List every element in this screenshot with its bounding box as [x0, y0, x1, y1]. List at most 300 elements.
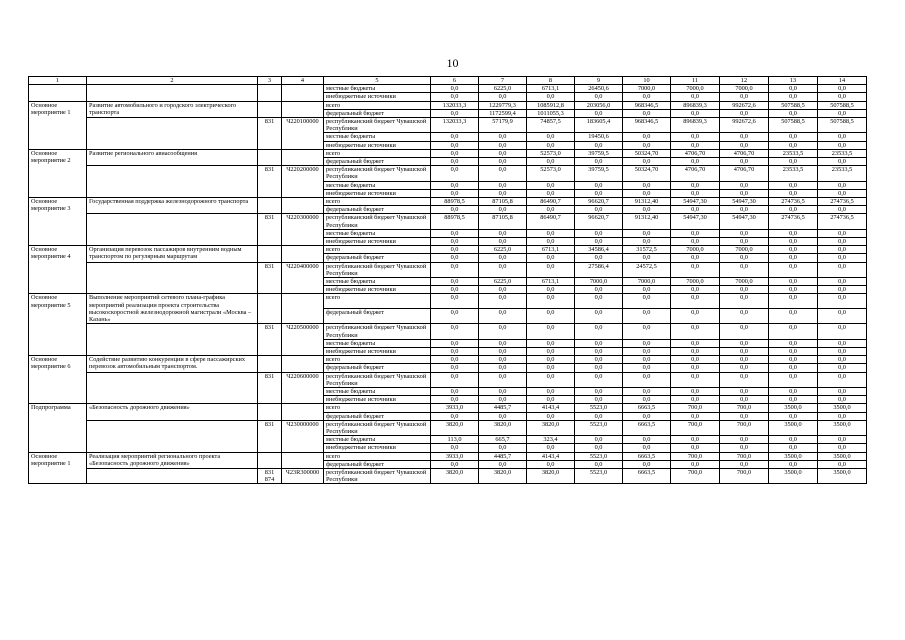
value-cell: 0,0: [623, 238, 671, 246]
source-cell: местные бюджеты: [324, 278, 431, 286]
value-cell: 0,0: [720, 460, 769, 468]
value-cell: 700,0: [671, 452, 720, 460]
value-cell: 0,0: [671, 364, 720, 372]
value-cell: 0,0: [623, 436, 671, 444]
value-cell: 0,0: [671, 133, 720, 141]
value-cell: 3500,0: [769, 420, 818, 435]
value-cell: 7000,0: [623, 85, 671, 93]
value-cell: 0,0: [431, 339, 479, 347]
value-cell: 52573,0: [527, 149, 575, 157]
value-cell: 0,0: [575, 396, 623, 404]
value-cell: 0,0: [575, 436, 623, 444]
value-cell: 0,0: [575, 309, 623, 324]
grbs-cell: [258, 356, 282, 372]
value-cell: 0,0: [623, 286, 671, 294]
value-cell: 0,0: [769, 339, 818, 347]
value-cell: 0,0: [479, 347, 527, 355]
value-cell: 50324,70: [623, 149, 671, 157]
table-row: [29, 452, 867, 460]
value-cell: 0,0: [769, 396, 818, 404]
value-cell: 0,0: [720, 109, 769, 117]
value-cell: 0,0: [527, 262, 575, 277]
value-cell: 0,0: [769, 93, 818, 101]
value-cell: 0,0: [671, 356, 720, 364]
title-spacer: [87, 262, 258, 294]
kbk-code: Ч220400000: [282, 262, 324, 294]
value-cell: 0,0: [575, 206, 623, 214]
value-cell: 0,0: [479, 93, 527, 101]
value-cell: 0,0: [575, 294, 623, 309]
value-cell: 0,0: [431, 133, 479, 141]
value-cell: 0,0: [527, 254, 575, 262]
kbk-code: Ч220100000: [282, 118, 324, 150]
source-cell: федеральный бюджет: [324, 364, 431, 372]
value-cell: 0,0: [720, 262, 769, 277]
grbs-cell: [258, 198, 282, 214]
value-cell: 0,0: [720, 229, 769, 237]
value-cell: 88978,5: [431, 198, 479, 206]
value-cell: 0,0: [818, 229, 867, 237]
value-cell: 0,0: [479, 189, 527, 197]
value-cell: 0,0: [720, 206, 769, 214]
value-cell: 0,0: [818, 85, 867, 93]
header-cell: 4: [282, 77, 324, 85]
value-cell: 0,0: [431, 387, 479, 395]
title-spacer: [87, 420, 258, 452]
value-cell: 0,0: [769, 347, 818, 355]
value-cell: 0,0: [671, 347, 720, 355]
value-cell: 0,0: [527, 460, 575, 468]
value-cell: 0,0: [671, 460, 720, 468]
value-cell: 700,0: [671, 468, 720, 483]
value-cell: 0,0: [671, 181, 720, 189]
source-cell: всего: [324, 404, 431, 412]
source-cell: всего: [324, 452, 431, 460]
grbs-cell: [258, 452, 282, 468]
value-cell: 0,0: [769, 444, 818, 452]
value-cell: 0,0: [769, 262, 818, 277]
event-title: Развитие регионального авиасообщения: [87, 149, 258, 165]
value-cell: 54947,30: [671, 214, 720, 229]
table-row: [29, 420, 867, 435]
table-row: [29, 262, 867, 277]
source-cell: республиканский бюджет Чувашской Республики: [324, 372, 431, 387]
value-cell: 5523,0: [575, 420, 623, 435]
value-cell: 0,0: [575, 339, 623, 347]
source-cell: местные бюджеты: [324, 229, 431, 237]
value-cell: 5523,0: [575, 452, 623, 460]
value-cell: 0,0: [720, 294, 769, 309]
value-cell: 6713,1: [527, 278, 575, 286]
value-cell: 0,0: [720, 93, 769, 101]
value-cell: 0,0: [623, 356, 671, 364]
source-cell: внебюджетные источники: [324, 93, 431, 101]
value-cell: 87105,8: [479, 214, 527, 229]
code-cell: [282, 149, 324, 165]
value-cell: 7000,0: [623, 278, 671, 286]
value-cell: 23533,5: [818, 166, 867, 181]
value-cell: 19450,6: [575, 133, 623, 141]
header-row: [29, 77, 867, 85]
value-cell: 0,0: [527, 141, 575, 149]
value-cell: 0,0: [527, 229, 575, 237]
value-cell: 0,0: [527, 347, 575, 355]
value-cell: 0,0: [623, 254, 671, 262]
value-cell: 0,0: [720, 364, 769, 372]
value-cell: 896839,3: [671, 101, 720, 109]
value-cell: 0,0: [479, 286, 527, 294]
value-cell: 0,0: [575, 93, 623, 101]
value-cell: 0,0: [769, 412, 818, 420]
value-cell: 6663,5: [623, 452, 671, 460]
value-cell: 132033,3: [431, 101, 479, 109]
value-cell: 0,0: [818, 396, 867, 404]
value-cell: 274736,5: [769, 198, 818, 206]
table-row: [29, 246, 867, 254]
value-cell: 0,0: [431, 189, 479, 197]
value-cell: 0,0: [527, 372, 575, 387]
grbs-cell: [258, 404, 282, 420]
table-row: [29, 294, 867, 309]
kbk-code: Ч220200000: [282, 166, 324, 198]
table-row: [29, 404, 867, 412]
value-cell: 0,0: [818, 324, 867, 339]
value-cell: 87105,8: [479, 198, 527, 206]
value-cell: 0,0: [479, 339, 527, 347]
event-label: Основное мероприятие 5: [29, 294, 87, 356]
label-cell: [29, 85, 87, 101]
source-cell: внебюджетные источники: [324, 189, 431, 197]
grbs-cell: [258, 246, 282, 262]
header-cell: 10: [623, 77, 671, 85]
value-cell: 0,0: [769, 364, 818, 372]
value-cell: 0,0: [671, 286, 720, 294]
event-title: Развитие автомобильного и городского электрического транспорта: [87, 101, 258, 117]
title-spacer: [87, 214, 258, 246]
value-cell: 183605,4: [575, 118, 623, 133]
value-cell: 0,0: [720, 412, 769, 420]
value-cell: 0,0: [818, 460, 867, 468]
value-cell: 0,0: [527, 364, 575, 372]
value-cell: 0,0: [431, 460, 479, 468]
source-cell: внебюджетные источники: [324, 286, 431, 294]
event-label: Основное мероприятие 1: [29, 452, 87, 484]
value-cell: 0,0: [818, 387, 867, 395]
value-cell: 0,0: [671, 339, 720, 347]
value-cell: 992672,6: [720, 101, 769, 109]
value-cell: 6225,0: [479, 278, 527, 286]
value-cell: 0,0: [431, 262, 479, 277]
value-cell: 0,0: [720, 339, 769, 347]
title-spacer: [87, 166, 258, 198]
event-label: Основное мероприятие 2: [29, 149, 87, 197]
value-cell: 0,0: [623, 396, 671, 404]
code-cell: [282, 101, 324, 117]
value-cell: 0,0: [769, 309, 818, 324]
value-cell: 132033,3: [431, 118, 479, 133]
source-cell: республиканский бюджет Чувашской Республики: [324, 468, 431, 483]
value-cell: 34586,4: [575, 246, 623, 254]
value-cell: 0,0: [431, 396, 479, 404]
code-cell: [282, 452, 324, 468]
value-cell: 0,0: [671, 141, 720, 149]
value-cell: 0,0: [527, 324, 575, 339]
value-cell: 0,0: [671, 372, 720, 387]
value-cell: 0,0: [479, 356, 527, 364]
source-cell: внебюджетные источники: [324, 141, 431, 149]
title-spacer: [87, 118, 258, 150]
value-cell: 7000,0: [575, 278, 623, 286]
value-cell: 0,0: [769, 254, 818, 262]
source-cell: внебюджетные источники: [324, 444, 431, 452]
value-cell: 4706,70: [720, 166, 769, 181]
value-cell: 0,0: [479, 309, 527, 324]
value-cell: 0,0: [575, 460, 623, 468]
value-cell: 7000,0: [720, 85, 769, 93]
value-cell: 0,0: [479, 396, 527, 404]
value-cell: 0,0: [479, 262, 527, 277]
value-cell: 0,0: [720, 238, 769, 246]
value-cell: 0,0: [671, 444, 720, 452]
value-cell: 0,0: [431, 356, 479, 364]
value-cell: 0,0: [818, 158, 867, 166]
value-cell: 0,0: [623, 347, 671, 355]
value-cell: 0,0: [671, 387, 720, 395]
page-number: 10: [446, 56, 459, 70]
value-cell: 0,0: [818, 372, 867, 387]
value-cell: 0,0: [720, 324, 769, 339]
value-cell: 0,0: [720, 133, 769, 141]
value-cell: 0,0: [769, 278, 818, 286]
table-row: [29, 166, 867, 181]
value-cell: 0,0: [479, 158, 527, 166]
value-cell: 0,0: [623, 189, 671, 197]
value-cell: 54947,30: [720, 198, 769, 206]
value-cell: 0,0: [671, 206, 720, 214]
value-cell: 0,0: [431, 229, 479, 237]
value-cell: 274736,5: [818, 214, 867, 229]
value-cell: 0,0: [623, 158, 671, 166]
grbs-code: 831 874: [258, 468, 282, 483]
source-cell: местные бюджеты: [324, 85, 431, 93]
value-cell: 0,0: [623, 181, 671, 189]
event-title: «Безопасность дорожного движения»: [87, 404, 258, 420]
value-cell: 3500,0: [818, 452, 867, 460]
code-cell: [282, 294, 324, 324]
source-cell: внебюджетные источники: [324, 396, 431, 404]
value-cell: 6713,1: [527, 246, 575, 254]
value-cell: 0,0: [769, 238, 818, 246]
value-cell: 0,0: [479, 444, 527, 452]
value-cell: 96620,7: [575, 214, 623, 229]
value-cell: 0,0: [769, 141, 818, 149]
value-cell: 91312,40: [623, 214, 671, 229]
value-cell: 3820,0: [527, 468, 575, 483]
source-cell: республиканский бюджет Чувашской Республики: [324, 118, 431, 133]
value-cell: 0,0: [479, 387, 527, 395]
value-cell: 7000,0: [671, 246, 720, 254]
kbk-code: Ч230000000: [282, 420, 324, 452]
value-cell: 0,0: [720, 372, 769, 387]
value-cell: 0,0: [769, 189, 818, 197]
source-cell: всего: [324, 356, 431, 364]
value-cell: 968346,5: [623, 101, 671, 109]
value-cell: 700,0: [671, 420, 720, 435]
value-cell: 0,0: [623, 339, 671, 347]
value-cell: 96620,7: [575, 198, 623, 206]
header-cell: 3: [258, 77, 282, 85]
value-cell: 0,0: [671, 229, 720, 237]
value-cell: 54947,30: [671, 198, 720, 206]
value-cell: 113,0: [431, 436, 479, 444]
value-cell: 4706,70: [671, 149, 720, 157]
source-cell: федеральный бюджет: [324, 412, 431, 420]
value-cell: 0,0: [818, 412, 867, 420]
value-cell: 0,0: [671, 158, 720, 166]
value-cell: 0,0: [671, 436, 720, 444]
value-cell: 0,0: [479, 294, 527, 309]
source-cell: местные бюджеты: [324, 387, 431, 395]
value-cell: 0,0: [623, 460, 671, 468]
code-cell: [282, 404, 324, 420]
value-cell: 0,0: [479, 412, 527, 420]
value-cell: 0,0: [431, 278, 479, 286]
value-cell: 0,0: [575, 189, 623, 197]
value-cell: 0,0: [575, 141, 623, 149]
value-cell: 0,0: [769, 181, 818, 189]
value-cell: 0,0: [431, 444, 479, 452]
value-cell: 3820,0: [479, 468, 527, 483]
value-cell: 0,0: [431, 412, 479, 420]
event-label: Подпрограмма: [29, 404, 87, 452]
value-cell: 0,0: [769, 206, 818, 214]
value-cell: 0,0: [769, 286, 818, 294]
value-cell: 0,0: [527, 294, 575, 309]
value-cell: 0,0: [769, 387, 818, 395]
header-cell: 12: [720, 77, 769, 85]
header-cell: 8: [527, 77, 575, 85]
value-cell: 24572,5: [623, 262, 671, 277]
event-title: Реализация мероприятий регионального проекта «Безопасность дорожного движения»: [87, 452, 258, 468]
value-cell: 0,0: [479, 364, 527, 372]
value-cell: 0,0: [818, 238, 867, 246]
value-cell: 0,0: [720, 387, 769, 395]
code-cell: [282, 356, 324, 372]
grbs-cell: [258, 85, 282, 101]
value-cell: 0,0: [818, 141, 867, 149]
value-cell: 0,0: [671, 324, 720, 339]
table-row: [29, 468, 867, 483]
value-cell: 0,0: [720, 141, 769, 149]
grbs-cell: [258, 101, 282, 117]
value-cell: 0,0: [575, 109, 623, 117]
value-cell: 50324,70: [623, 166, 671, 181]
value-cell: 0,0: [720, 444, 769, 452]
value-cell: 0,0: [818, 254, 867, 262]
table-row: [29, 101, 867, 109]
source-cell: республиканский бюджет Чувашской Республики: [324, 420, 431, 435]
source-cell: всего: [324, 246, 431, 254]
value-cell: 0,0: [769, 372, 818, 387]
source-cell: федеральный бюджет: [324, 109, 431, 117]
header-cell: 9: [575, 77, 623, 85]
header-cell: 6: [431, 77, 479, 85]
value-cell: 3500,0: [769, 404, 818, 412]
value-cell: 0,0: [527, 133, 575, 141]
value-cell: 3820,0: [527, 420, 575, 435]
kbk-code: Ч23R300000: [282, 468, 324, 483]
grbs-code: 831: [258, 166, 282, 198]
value-cell: 0,0: [818, 262, 867, 277]
value-cell: 0,0: [818, 181, 867, 189]
table-row: [29, 214, 867, 229]
value-cell: 0,0: [527, 412, 575, 420]
value-cell: 74857,5: [527, 118, 575, 133]
grbs-cell: [258, 294, 282, 324]
value-cell: 0,0: [575, 364, 623, 372]
value-cell: 0,0: [818, 339, 867, 347]
value-cell: 39759,5: [575, 149, 623, 157]
source-cell: местные бюджеты: [324, 436, 431, 444]
value-cell: 0,0: [671, 93, 720, 101]
value-cell: 4143,4: [527, 452, 575, 460]
value-cell: 6663,5: [623, 420, 671, 435]
value-cell: 1229779,3: [479, 101, 527, 109]
value-cell: 274736,5: [769, 214, 818, 229]
value-cell: 23533,5: [818, 149, 867, 157]
value-cell: 0,0: [769, 324, 818, 339]
value-cell: 0,0: [431, 372, 479, 387]
value-cell: 0,0: [720, 436, 769, 444]
value-cell: 4485,7: [479, 452, 527, 460]
grbs-cell: [258, 149, 282, 165]
value-cell: 6225,0: [479, 246, 527, 254]
value-cell: 0,0: [527, 356, 575, 364]
grbs-code: 831: [258, 324, 282, 356]
header-cell: 2: [87, 77, 258, 85]
value-cell: 0,0: [818, 133, 867, 141]
value-cell: 0,0: [479, 324, 527, 339]
value-cell: 0,0: [431, 294, 479, 309]
value-cell: 0,0: [623, 309, 671, 324]
value-cell: 0,0: [527, 396, 575, 404]
value-cell: 0,0: [623, 206, 671, 214]
value-cell: 203056,0: [575, 101, 623, 109]
value-cell: 3500,0: [818, 404, 867, 412]
value-cell: 0,0: [431, 149, 479, 157]
value-cell: 0,0: [431, 141, 479, 149]
value-cell: 0,0: [479, 133, 527, 141]
value-cell: 700,0: [720, 468, 769, 483]
value-cell: 0,0: [769, 85, 818, 93]
value-cell: 3500,0: [818, 468, 867, 483]
value-cell: 0,0: [623, 294, 671, 309]
value-cell: 0,0: [671, 396, 720, 404]
value-cell: 0,0: [479, 166, 527, 181]
event-title: Выполнение мероприятий сетевого плана-графика мероприятий реализации проекта строительства высокоскоростной железнодорожной магистрали «Москва – Казань»: [87, 294, 258, 324]
value-cell: 0,0: [575, 372, 623, 387]
value-cell: 0,0: [575, 356, 623, 364]
value-cell: 0,0: [575, 229, 623, 237]
value-cell: 0,0: [720, 254, 769, 262]
value-cell: 0,0: [623, 387, 671, 395]
value-cell: 0,0: [818, 347, 867, 355]
value-cell: 0,0: [720, 158, 769, 166]
value-cell: 0,0: [818, 189, 867, 197]
value-cell: 0,0: [623, 109, 671, 117]
source-cell: республиканский бюджет Чувашской Республики: [324, 214, 431, 229]
value-cell: 0,0: [527, 189, 575, 197]
